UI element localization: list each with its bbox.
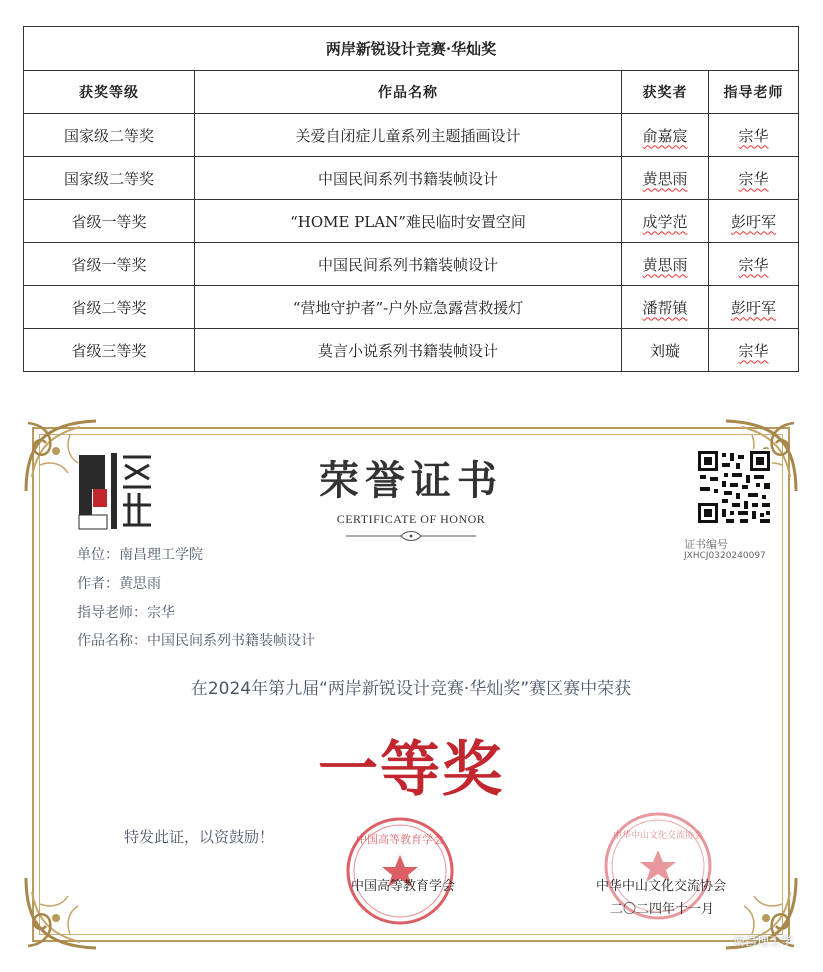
header-work: 作品名称 — [195, 71, 622, 114]
author-line: 作者：黄思雨 — [77, 576, 161, 592]
cell-level: 国家级二等奖 — [24, 157, 195, 200]
winner-name: 潘帮镇 — [642, 298, 688, 317]
cell-work: “营地守护者”-户外应急露营救援灯 — [195, 286, 622, 329]
certificate-number-label: 证书编号 — [684, 538, 728, 551]
cell-level: 省级二等奖 — [24, 286, 195, 329]
cell-level: 省级一等奖 — [24, 243, 195, 286]
advisor-name: 宗华 — [738, 255, 769, 274]
advisor-name: 宗华 — [738, 126, 769, 145]
cell-level: 省级一等奖 — [24, 200, 195, 243]
title-ornament-icon — [336, 530, 486, 542]
table-title: 两岸新锐设计竞赛·华灿奖 — [24, 27, 799, 71]
advisor-name: 彭吁军 — [731, 212, 777, 231]
advisor-name: 彭吁军 — [731, 298, 777, 317]
winner-name: 黄思雨 — [642, 169, 688, 188]
issue-date: 二〇二四年十一月 — [610, 902, 715, 917]
cell-advisor — [709, 200, 799, 243]
advisor-line: 指导老师：宗华 — [77, 605, 175, 621]
encouragement-line: 特发此证，以资鼓励！ — [124, 828, 275, 846]
header-advisor: 指导老师 — [709, 71, 799, 114]
table-row — [24, 329, 799, 372]
work-name-line: 作品名称：中国民间系列书籍装帧设计 — [77, 633, 315, 649]
award-table — [23, 26, 799, 372]
certificate-heading — [22, 449, 800, 546]
certificate-title-cn: 荣誉证书 — [319, 457, 503, 504]
corner-ornament-icon — [22, 874, 100, 952]
table-row — [24, 200, 799, 243]
watermark: 南昌理工学 — [733, 934, 794, 948]
unit-line: 单位：南昌理工学院 — [77, 547, 203, 563]
qr-code-icon — [696, 449, 772, 525]
certificate — [22, 417, 800, 952]
cell-level: 国家级二等奖 — [24, 114, 195, 157]
cell-work: 关爱自闭症儿童系列主题插画设计 — [195, 114, 622, 157]
cell-winner — [622, 329, 709, 372]
cell-work: 莫言小说系列书籍装帧设计 — [195, 329, 622, 372]
prize-title: 一等奖 — [318, 735, 504, 805]
cell-advisor — [709, 329, 799, 372]
winner-name: 刘璇 — [649, 341, 680, 360]
table-row — [24, 243, 799, 286]
official-seal-icon — [344, 815, 456, 927]
winner-name: 成学范 — [642, 212, 688, 231]
seal-text: 中国高等教育学会 — [356, 833, 444, 846]
cell-advisor — [709, 157, 799, 200]
award-statement: 在2024年第九届“两岸新锐设计竞赛·华灿奖”赛区赛中荣获 — [190, 679, 632, 699]
cell-advisor — [709, 286, 799, 329]
header-winner: 获奖者 — [622, 71, 709, 114]
winner-name: 黄思雨 — [642, 255, 688, 274]
cell-winner — [622, 114, 709, 157]
table-header-row — [24, 71, 799, 114]
cell-winner — [622, 243, 709, 286]
cell-work: 中国民间系列书籍装帧设计 — [195, 157, 622, 200]
header-level: 获奖等级 — [24, 71, 195, 114]
table-row — [24, 114, 799, 157]
cell-winner — [622, 200, 709, 243]
certificate-title-en: CERTIFICATE OF HONOR — [336, 512, 486, 526]
advisor-name: 宗华 — [738, 169, 769, 188]
issuer-1: 中国高等教育学会 — [351, 879, 456, 894]
cell-advisor — [709, 243, 799, 286]
table-row — [24, 286, 799, 329]
winner-name: 俞嘉宸 — [642, 126, 688, 145]
seal-text: 中华中山文化交流协会 — [612, 831, 704, 841]
issuer-2: 中华中山文化交流协会 — [596, 879, 727, 894]
certificate-number: JXHCJ0320240097 — [684, 551, 766, 561]
cell-work: 中国民间系列书籍装帧设计 — [195, 243, 622, 286]
cell-work: “HOME PLAN”难民临时安置空间 — [195, 200, 622, 243]
advisor-name: 宗华 — [738, 341, 769, 360]
cell-winner — [622, 286, 709, 329]
cell-winner — [622, 157, 709, 200]
table-row — [24, 157, 799, 200]
cell-level: 省级三等奖 — [24, 329, 195, 372]
cell-advisor — [709, 114, 799, 157]
